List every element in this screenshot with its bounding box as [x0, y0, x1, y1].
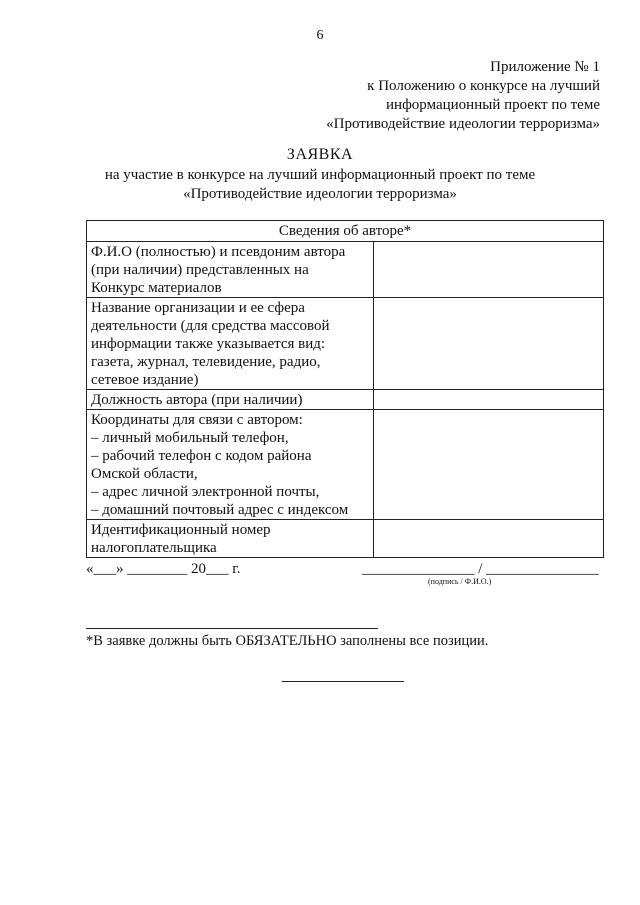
signature-caption: (подпись / Ф.И.О.)	[428, 577, 492, 586]
field-label-inn: Идентификационный номер налогоплательщика	[87, 520, 374, 558]
table-row	[87, 242, 604, 298]
footnote: *В заявке должны быть ОБЯЗАТЕЛЬНО заполнены все позиции.	[86, 633, 489, 649]
appendix-header	[326, 58, 600, 134]
table-row	[87, 410, 604, 520]
footnote-divider	[86, 628, 378, 629]
subtitle-line: «Противодействие идеологии терроризма»	[183, 186, 457, 202]
signature-field[interactable]: _______________ / _______________	[362, 561, 599, 577]
document-subtitle	[0, 166, 640, 204]
field-label-position: Должность автора (при наличии)	[87, 390, 374, 410]
end-divider	[282, 681, 404, 682]
table-header-row	[87, 221, 604, 242]
field-value-contacts[interactable]	[373, 410, 603, 520]
document-title: ЗАЯВКА	[286, 146, 354, 163]
field-value-organization[interactable]	[373, 298, 603, 390]
appendix-line: «Противодействие идеологии терроризма»	[326, 116, 600, 132]
table-row	[87, 520, 604, 558]
subtitle-line: на участие в конкурсе на лучший информационный проект по теме	[104, 167, 536, 183]
appendix-line: к Положению о конкурсе на лучший	[367, 78, 600, 94]
date-field[interactable]: «___» ________ 20___ г.	[86, 561, 241, 577]
table-row	[87, 298, 604, 390]
field-label-contacts: Координаты для связи с автором: – личный мобильный телефон, – рабочий телефон с кодом района Омской области, – адрес личной электронной почты, – домашний почтовый адрес с индексом	[87, 410, 374, 520]
table-row	[87, 390, 604, 410]
author-info-table	[86, 220, 604, 558]
field-value-full-name[interactable]	[373, 242, 603, 298]
appendix-line: Приложение № 1	[490, 59, 600, 75]
appendix-line: информационный проект по теме	[386, 97, 600, 113]
table-header: Сведения об авторе*	[87, 221, 604, 242]
field-value-position[interactable]	[373, 390, 603, 410]
field-label-organization: Название организации и ее сфера деятельности (для средства массовой информации также указывается вид: газета, журнал, телевидение, радио, сетевое издание)	[87, 298, 374, 390]
field-label-full-name: Ф.И.О (полностью) и псевдоним автора (при наличии) представленных на Конкурс материалов	[87, 242, 374, 298]
page-number: 6	[316, 28, 324, 43]
field-value-inn[interactable]	[373, 520, 603, 558]
